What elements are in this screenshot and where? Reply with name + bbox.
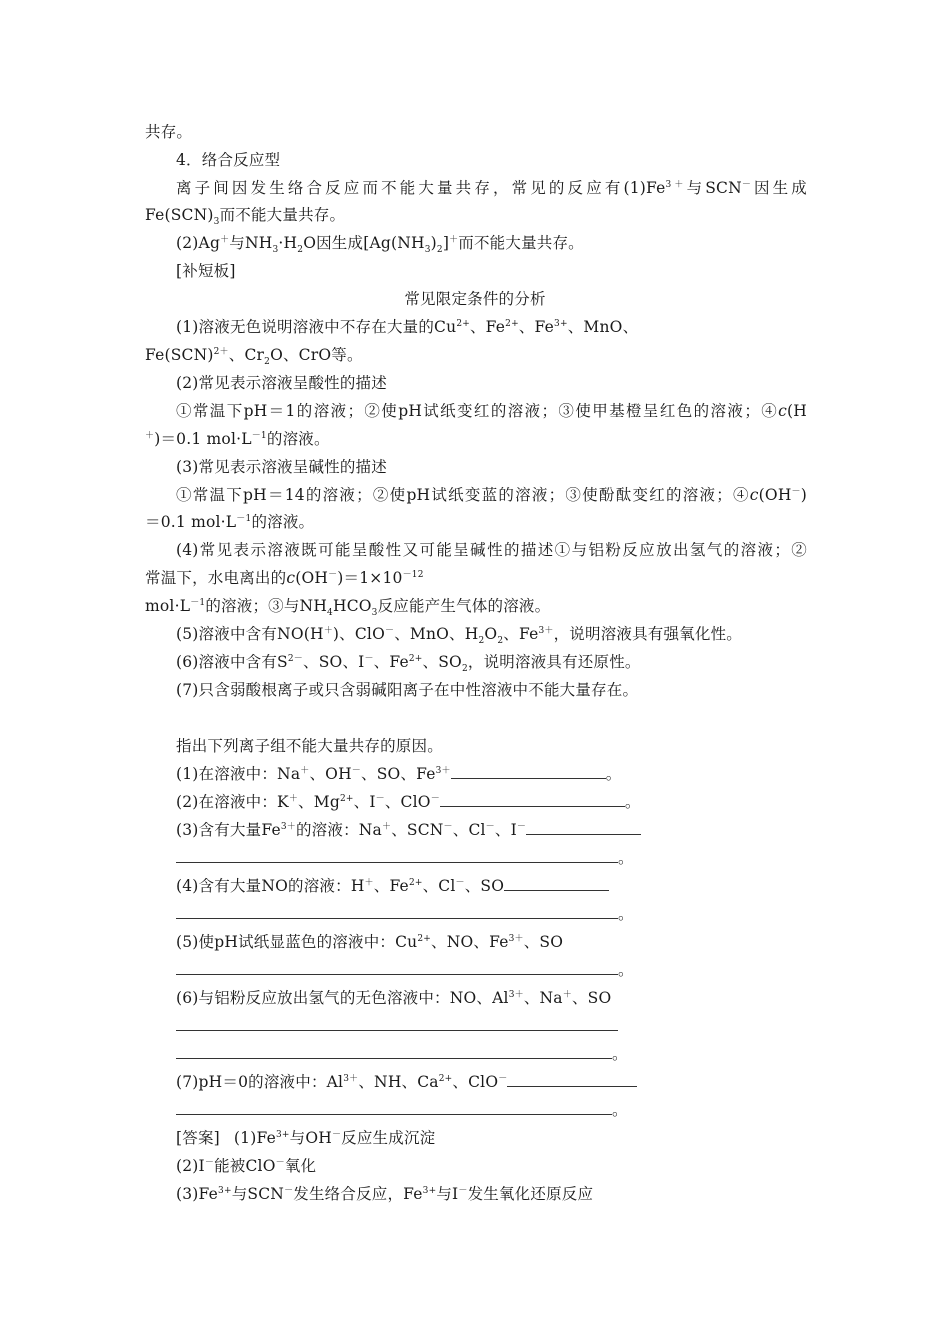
condition-3-title: (3)常见表示溶液呈碱性的描述 — [176, 458, 387, 476]
question-5-blank-line: 。 — [176, 960, 634, 980]
answer-1: [答案] $(1)Fe^{3+}$与OH－反应生成沉淀 — [176, 1129, 436, 1147]
question-7: (7)pH＝0的溶液中：$Al^{3+}$、NH、$Ca^{2+}$、ClO－ — [176, 1072, 637, 1092]
condition-6: (6)溶液中含有$S^{2-}$、SO、I－、$Fe^{2+}$、$SO_2$，说明溶液具有还原性。 — [176, 653, 641, 675]
supplement-tag: [补短板] — [176, 262, 236, 280]
answer-blank[interactable] — [504, 876, 609, 891]
condition-2-line2: ＋)＝0.1 $mol\cdot L^{-1}$的溶液。 — [145, 430, 330, 448]
answer-2: (2)I－能被ClO－氧化 — [176, 1157, 317, 1175]
answer-blank[interactable] — [507, 1072, 637, 1087]
answer-blank[interactable] — [440, 792, 625, 807]
answer-blank[interactable] — [176, 1044, 612, 1059]
question-5: (5)使pH试纸显蓝色的溶液中：$Cu^{2+}$、NO、$Fe^{3+}$、SO — [176, 933, 564, 951]
answer-tag: [答案] — [176, 1129, 220, 1147]
question-4-blank-line: 。 — [176, 904, 634, 924]
answer-blank[interactable] — [526, 820, 641, 835]
section-4-paragraph-line1: 离子间因发生络合反应而不能大量共存，常见的反应有$(1)Fe^{3+}$与SCN－因生成 — [176, 179, 807, 197]
answer-blank[interactable] — [176, 960, 618, 975]
answer-blank[interactable] — [176, 1100, 612, 1115]
question-2: (2)在溶液中：K＋、$Mg^{2+}$、I－、ClO－ 。 — [176, 793, 641, 811]
supplement-heading: 常见限定条件的分析 — [404, 290, 546, 308]
answer-3: $(3)Fe^{3+}$与SCN－发生络合反应，$Fe^{3+}$与I－发生氧化还原反应 — [176, 1185, 594, 1203]
answer-blank[interactable] — [451, 764, 606, 779]
condition-5: (5)溶液中含有NO(H＋)、ClO－、MnO、$H_2O_2$、$Fe^{3+}$，说明溶液具有强氧化性。 — [176, 625, 742, 647]
question-6-blank-line-1 — [176, 1016, 618, 1036]
answer-blank[interactable] — [176, 1016, 618, 1031]
question-1: (1)在溶液中：Na＋、OH－、SO、$Fe^{3+}$ 。 — [176, 765, 622, 783]
condition-4-line2: 常温下，水电离出的$c(OH^-)=1\times 10^{-12}$ — [145, 569, 424, 587]
condition-3-line1: ①常温下pH＝14的溶液；②使pH试纸变蓝的溶液；③使酚酞变红的溶液；④c(OH－) — [176, 486, 807, 504]
condition-2-title: (2)常见表示溶液呈酸性的描述 — [176, 374, 387, 392]
condition-7: (7)只含弱酸根离子或只含弱碱阳离子在中性溶液中不能大量存在。 — [176, 681, 639, 699]
condition-1-line2: Fe(SCN)$^{2+}$、$Cr_2O$、CrO等。 — [145, 346, 363, 368]
section-4-paragraph-line2: $Fe(SCN)_3$而不能大量共存。 — [145, 206, 346, 228]
question-3-blank-line: 。 — [176, 848, 634, 868]
question-6: (6)与铝粉反应放出氢气的无色溶液中：NO、$Al^{3+}$、Na＋、SO — [176, 989, 612, 1007]
condition-3-line2: ＝0.1 $mol\cdot L^{-1}$的溶液。 — [145, 513, 315, 531]
condition-4-line3: $mol\cdot L^{-1}$的溶液；③与$NH_4HCO_3$反应能产生气体的溶液。 — [145, 597, 551, 619]
question-4: (4)含有大量NO的溶液：H＋、$Fe^{2+}$、Cl－、SO — [176, 876, 609, 896]
question-3: (3)含有大量$Fe^{3+}$的溶液：Na＋、SCN－、Cl－、I－ — [176, 820, 641, 840]
intro-tail: 共存。 — [145, 123, 193, 141]
condition-4-line1: (4)常见表示溶液既可能呈酸性又可能呈碱性的描述①与铝粉反应放出氢气的溶液；② — [176, 541, 807, 559]
question-6-blank-line-2: 。 — [176, 1044, 628, 1064]
section-4-title: 4．络合反应型 — [176, 151, 281, 169]
answer-blank[interactable] — [176, 848, 618, 863]
question-7-blank-line: 。 — [176, 1100, 628, 1120]
answer-blank[interactable] — [176, 904, 618, 919]
condition-2-line1: ①常温下pH＝1的溶液；②使pH试纸变红的溶液；③使甲基橙呈红色的溶液；④c(H — [176, 402, 807, 420]
exercise-prompt: 指出下列离子组不能大量共存的原因。 — [176, 737, 443, 755]
section-4-item-2: (2)Ag＋与$NH_3\cdot H_2O$因生成$[Ag(NH_3)_2]^+$而不能大量共存。 — [176, 234, 584, 256]
condition-1-line1: (1)溶液无色说明溶液中不存在大量的$Cu^{2+}$、$Fe^{2+}$、$Fe^{3+}$、MnO、 — [176, 318, 639, 336]
